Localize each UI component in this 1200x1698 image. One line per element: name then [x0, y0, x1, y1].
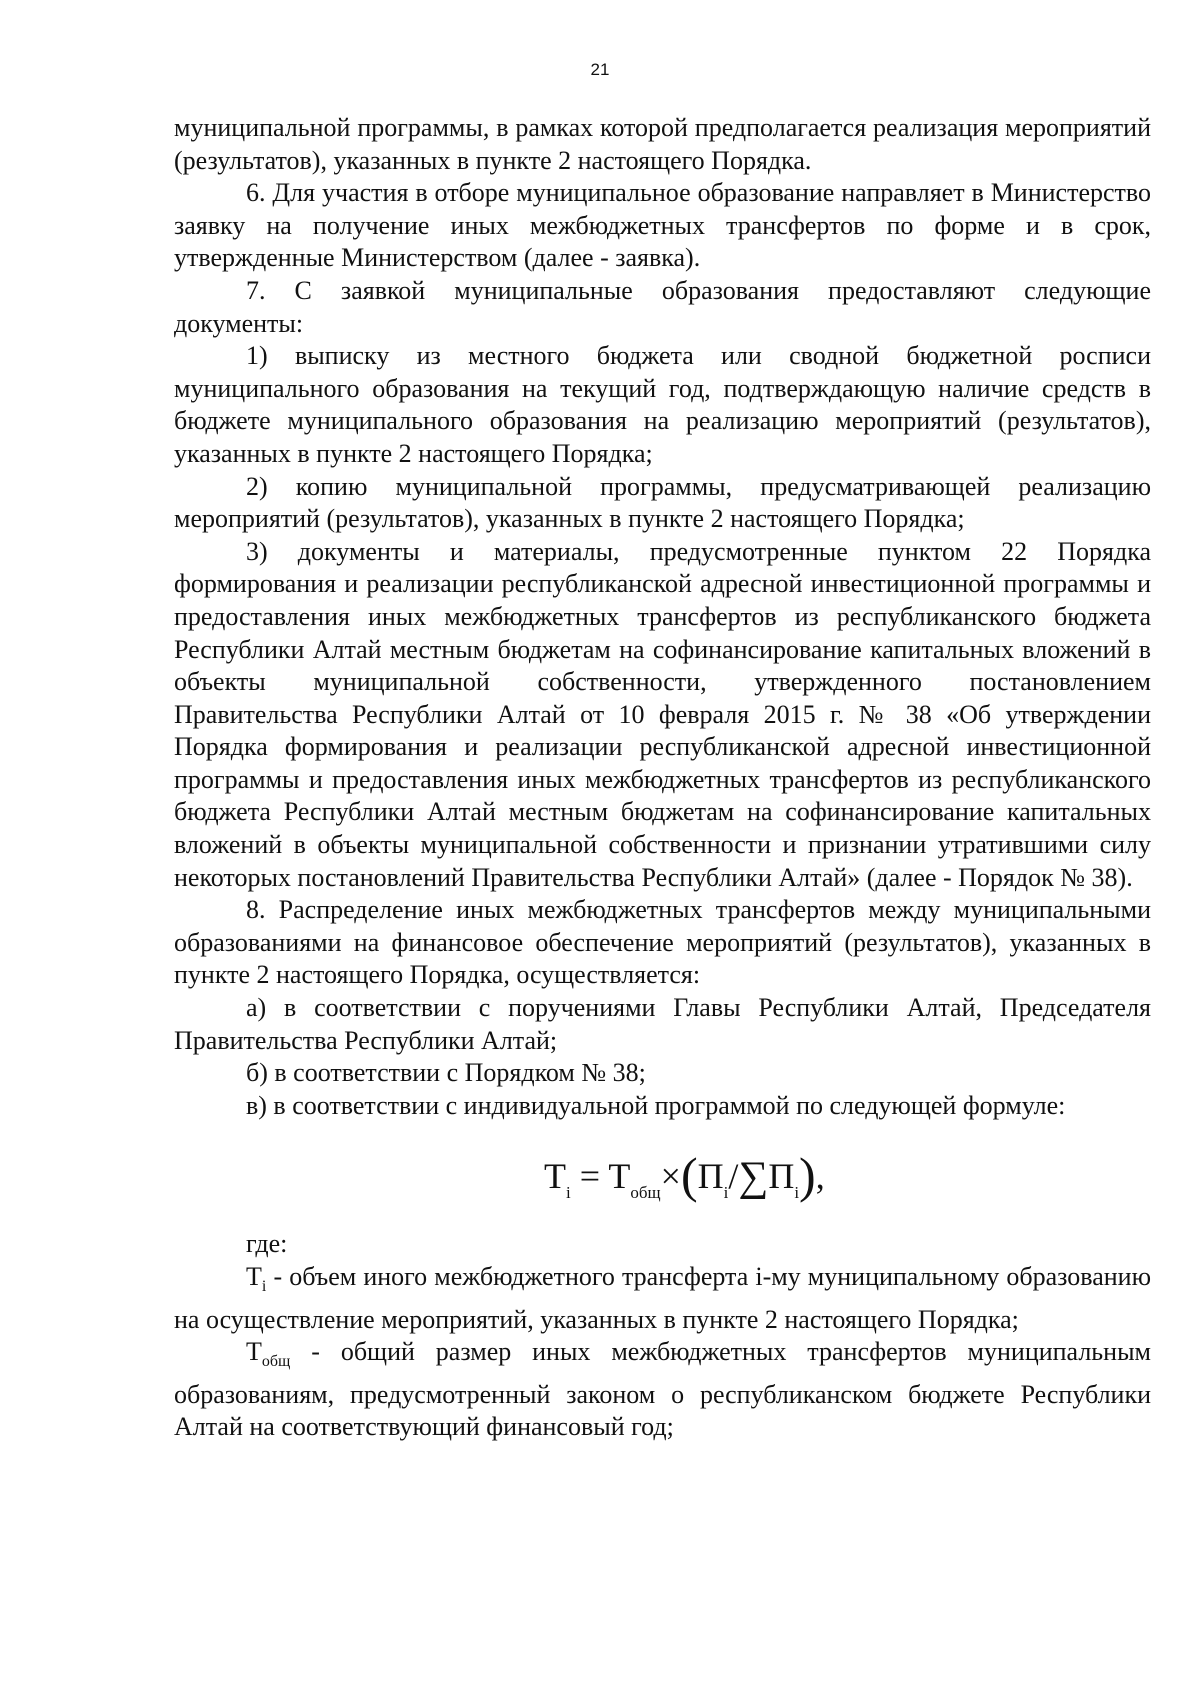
def-ti-text: - объем иного межбюджетного трансферта i-му муниципальному образованию на осуществление мероприятий, указанных в пункте 2 настоящего Порядка; [174, 1262, 1151, 1334]
paragraph-subitem-1: 1) выписку из местного бюджета или сводной бюджетной росписи муниципального образования на текущий год, подтверждающую наличие средств в бюджете муниципального образования на реализацию мероприятий (результатов), указанных в пункте 2 настоящего Порядка; [174, 341, 1151, 468]
paragraph-def-ti [174, 1261, 1151, 1336]
def-tob-sub: общ [261, 1353, 291, 1371]
paragraph-subitem-b: б) в соответствии с Порядком № 38; [246, 1058, 646, 1088]
paragraph-item-7: 7. С заявкой муниципальные образования предоставляют следующие документы: [174, 275, 1151, 338]
paragraph-subitem-2: 2) копию муниципальной программы, предусматривающей реализацию мероприятий (результатов), указанных в пункте 2 настоящего Порядка; [174, 471, 1151, 534]
formula-total: T [608, 1156, 631, 1197]
paragraph-continuation: муниципальной программы, в рамках которой предполагается реализация мероприятий (результатов), указанных в пункте 2 настоящего Порядка. [174, 113, 1151, 175]
formula-lhs-sub: i [566, 1183, 571, 1203]
paragraph-subitem-a: а) в соответствии с поручениями Главы Республики Алтай, Председателя Правительства Республики Алтай; [174, 993, 1151, 1055]
formula-p2: П [768, 1156, 795, 1197]
paragraph-item-6: 6. Для участия в отборе муниципальное образование направляет в Министерство заявку на получение иных межбюджетных трансфертов по форме и в срок, утвержденные Министерством (далее - заявка). [174, 178, 1151, 273]
formula-p: П [697, 1156, 724, 1197]
paragraph-subitem-v: в) в соответствии с индивидуальной программой по следующей формуле: [246, 1090, 1066, 1120]
formula [544, 1147, 825, 1218]
formula-open-paren: ( [680, 1147, 698, 1204]
formula-lhs: T [544, 1156, 566, 1197]
def-tob-text: - общий размер иных межбюджетных трансфертов муниципальным образованиям, предусмотренный законом о республиканском бюджете Республики Алтай на соответствующий финансовый год; [174, 1337, 1151, 1442]
formula-comma: , [815, 1156, 825, 1197]
def-ti-symbol: T [246, 1262, 262, 1291]
formula-total-sub: общ [630, 1183, 661, 1203]
document-body [174, 112, 1151, 1444]
page-number: 21 [590, 60, 610, 79]
formula-block [174, 1128, 1151, 1228]
paragraph-item-8: 8. Распределение иных межбюджетных трансфертов между муниципальными образованиями на финансовое обеспечение мероприятий (результатов), указанных в пункте 2 настоящего Порядка, осуществляется: [174, 895, 1151, 990]
formula-times: × [660, 1156, 681, 1197]
formula-slash: / [728, 1156, 739, 1197]
paragraph-where: где: [246, 1229, 288, 1259]
formula-p2-sub: i [794, 1183, 800, 1203]
paragraph-def-tob [174, 1336, 1151, 1444]
formula-close-paren: ) [799, 1147, 816, 1204]
formula-equals: = [570, 1156, 609, 1197]
def-ti-sub: i [261, 1278, 267, 1295]
paragraph-subitem-3: 3) документы и материалы, предусмотренные пунктом 22 Порядка формирования и реализации республиканской адресной инвестиционной программы и предоставления иных межбюджетных трансфертов из республиканского бюджета Республики Алтай местным бюджетам на софинансирование капитальных вложений в объекты муниципальной собственности, утвержденного постановлением Правительства Республики Алтай от 10 февраля 2015 г. № 38 «Об утверждении Порядка формирования и реализации республиканской адресной инвестиционной программы и предоставления иных межбюджетных трансфертов из республиканского бюджета Республики Алтай местным бюджетам на софинансирование капитальных вложений в объекты муниципальной собственности и признании утратившими силу некоторых постановлений Правительства Республики Алтай» (далее - Порядок № 38). [174, 536, 1151, 892]
formula-p-sub: i [723, 1183, 729, 1203]
def-tob-symbol: T [246, 1337, 262, 1367]
formula-sum: ∑ [738, 1154, 769, 1201]
